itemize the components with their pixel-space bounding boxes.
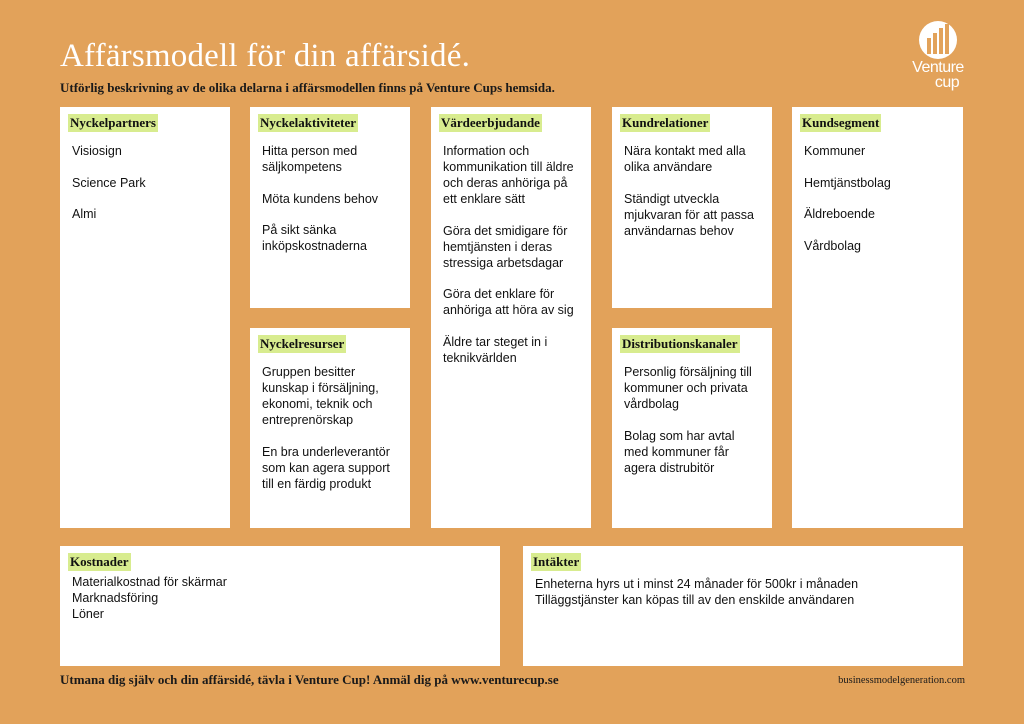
block-heading: Intäkter [533, 554, 580, 569]
block-kostnader [60, 546, 500, 666]
list-item: Personlig försäljning till kommuner och privata vårdbolag [624, 365, 752, 411]
list-item: Materialkostnad för skärmar [72, 575, 227, 589]
block-items [443, 143, 583, 381]
block-items [804, 143, 955, 269]
block-nyckelaktiviteter [250, 107, 410, 308]
list-item: Enheterna hyrs ut i minst 24 månader för 500kr i månaden [535, 577, 859, 591]
list-item: Äldre tar steget in i teknikvärlden [443, 334, 548, 365]
block-distributionskanaler [612, 328, 772, 528]
bar-chart-circle-icon [918, 20, 958, 60]
block-nyckelpartners [60, 107, 230, 528]
venture-cup-logo [906, 20, 970, 98]
list-item: Vårdbolag [804, 238, 861, 253]
block-heading: Kundrelationer [622, 115, 709, 130]
list-item: Göra det smidigare för hemtjänsten i deras stressiga arbetsdagar [443, 223, 568, 270]
block-heading: Värdeerbjudande [441, 115, 540, 130]
block-items [624, 364, 764, 491]
block-items [262, 364, 402, 507]
list-item: Ständigt utveckla mjukvaran för att passa användarnas behov [624, 191, 754, 238]
block-nyckelresurser [250, 328, 410, 528]
block-heading: Kundsegment [802, 115, 880, 130]
list-item: Nära kontakt med alla olika användare [624, 144, 746, 174]
list-item: En bra underleverantör som kan agera support till en färdig produkt [262, 444, 390, 491]
list-item: Bolag som har avtal med kommuner får agera distrubitör [624, 428, 735, 475]
block-kundrelationer [612, 107, 772, 308]
page-title: Affärsmodell för din affärsidé. [60, 38, 471, 74]
list-item: Tilläggstjänster kan köpas till av den enskilde användaren [535, 593, 855, 607]
list-item: Äldreboende [804, 207, 875, 221]
list-item: Göra det enklare för anhöriga att höra av sig [443, 287, 574, 317]
list-item: Gruppen besitter kunskap i försäljning, ekonomi, teknik och entreprenörskap [262, 365, 379, 427]
block-items [262, 143, 402, 270]
block-heading: Distributionskanaler [622, 336, 738, 351]
block-heading: Nyckelresurser [260, 336, 345, 351]
logo-word-cup: cup [934, 74, 960, 91]
list-item: Löner [72, 607, 104, 621]
list-item: Marknadsföring [72, 591, 159, 605]
page-subtitle: Utförlig beskrivning av de olika delarna i affärsmodellen finns på Venture Cups hemsida. [60, 80, 555, 95]
footer-cta: Utmana dig själv och din affärsidé, tävla i Venture Cup! Anmäl dig på www.venturecup.se [60, 672, 559, 687]
list-item: Hitta person med säljkompetens [262, 144, 358, 174]
block-items [72, 143, 222, 238]
block-vardeerbjudande [431, 107, 591, 528]
block-heading: Kostnader [70, 554, 129, 569]
list-item: På sikt sänka inköpskostnaderna [262, 223, 367, 253]
list-item: Möta kundens behov [262, 191, 379, 206]
list-item: Almi [72, 207, 97, 221]
list-item: Hemtjänstbolag [804, 175, 891, 190]
block-heading: Nyckelaktiviteter [260, 115, 357, 130]
logo-word-venture: Venture [912, 59, 964, 76]
block-items [624, 143, 764, 254]
block-kundsegment [792, 107, 963, 528]
block-heading: Nyckelpartners [70, 115, 156, 130]
list-item: Visiosign [72, 144, 122, 158]
block-items [535, 576, 955, 608]
list-item: Science Park [72, 175, 146, 190]
list-item: Information och kommunikation till äldre och deras anhöriga på ett enklare sätt [443, 144, 574, 206]
footer-credit: businessmodelgeneration.com [838, 675, 965, 686]
block-items [72, 574, 492, 622]
block-intakter [523, 546, 963, 666]
list-item: Kommuner [804, 144, 866, 158]
